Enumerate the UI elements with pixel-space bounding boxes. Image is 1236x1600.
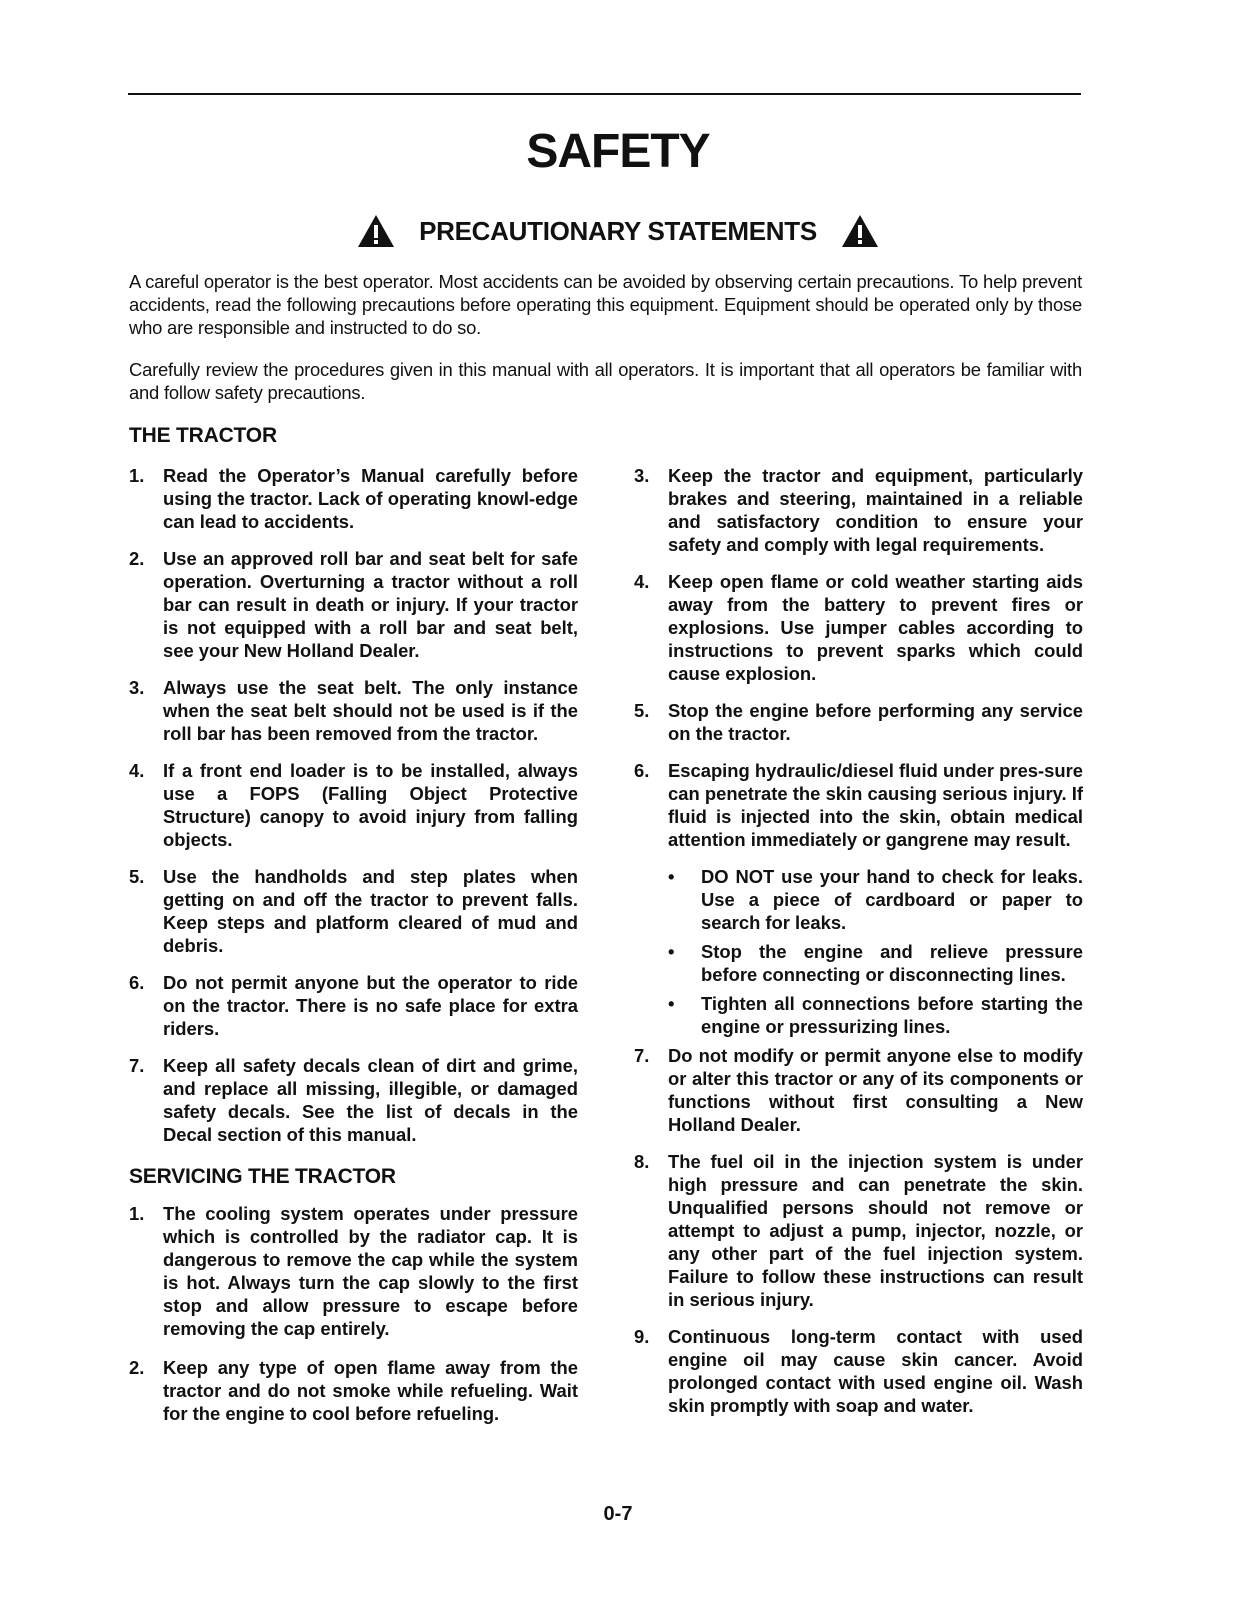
item-text: Keep any type of open flame away from the tractor and do not smoke while refueling. Wait for the engine to cool before refueling.: [163, 1357, 578, 1424]
item-number: 2.: [129, 1357, 145, 1378]
item-text: Use an approved roll bar and seat belt for safe operation. Overturning a tractor without a roll bar can result in death or injury. If your tractor is not equipped with a roll bar and seat belt, see your New Holland Dealer.: [163, 548, 578, 661]
intro-paragraph: A careful operator is the best operator. Most accidents can be avoided by observing certain precautions. To help prevent accidents, read the following precautions before operating this equipment. Equipment should be operated only by those who are responsible and instructed to do so.: [129, 271, 1082, 338]
list-item: [634, 1325, 1083, 1417]
item-number: 9.: [634, 1326, 650, 1347]
top-rule: [128, 93, 1081, 95]
item-text: If a front end loader is to be installed, always use a FOPS (Falling Object Protective Structure) canopy to avoid injury from falling objects.: [163, 760, 578, 850]
list-item: [129, 1202, 578, 1340]
item-text: Escaping hydraulic/diesel fluid under pres-sure can penetrate the skin causing serious injury. If fluid is injected into the skin, obtain medical attention immediately or gangrene may result.: [668, 760, 1083, 850]
item-number: 5.: [129, 866, 145, 887]
bullet-item: [668, 940, 1083, 986]
list-item: [129, 865, 578, 957]
bullet-item: [668, 992, 1083, 1038]
warning-triangle-icon: [357, 214, 395, 248]
item-number: 6.: [634, 760, 650, 781]
item-number: 8.: [634, 1151, 650, 1172]
list-item: [129, 464, 578, 533]
item-text: Use the handholds and step plates when getting on and off the tractor to prevent falls. Keep steps and platform cleared of mud and debris.: [163, 866, 578, 956]
bullet-dot: •: [668, 993, 675, 1014]
item-number: 1.: [129, 465, 145, 486]
page-number: 0-7: [603, 1503, 633, 1525]
intro-paragraph: Carefully review the procedures given in this manual with all operators. It is important that all operators be familiar with and follow safety precautions.: [129, 359, 1082, 403]
bullet-item: [668, 865, 1083, 934]
list-item: [129, 971, 578, 1040]
list-item: [634, 699, 1083, 745]
list-item: [129, 1054, 578, 1146]
bullet-text: DO NOT use your hand to check for leaks. Use a piece of cardboard or paper to search for leaks.: [701, 866, 1083, 933]
item-number: 3.: [129, 677, 145, 698]
item-text: The cooling system operates under pressure which is controlled by the radiator cap. It is dangerous to remove the cap while the system is hot. Always turn the cap slowly to the first stop and allow pressure to escape before removing the cap entirely.: [163, 1203, 578, 1339]
servicing-list-right: [634, 464, 1083, 1417]
list-item: [634, 1150, 1083, 1311]
warning-triangle-icon: [841, 214, 879, 248]
item-number: 5.: [634, 700, 650, 721]
item-text: Keep the tractor and equipment, particularly brakes and steering, maintained in a reliable and satisfactory condition to ensure your safety and comply with legal requirements.: [668, 465, 1083, 555]
subtitle-row: [0, 214, 1236, 248]
item-number: 4.: [129, 760, 145, 781]
list-item: [129, 1356, 578, 1425]
list-item: [129, 547, 578, 662]
item-number: 4.: [634, 571, 650, 592]
list-item: [129, 676, 578, 745]
section-heading-servicing: SERVICING THE TRACTOR: [129, 1165, 396, 1188]
list-item: [129, 759, 578, 851]
item-number: 1.: [129, 1203, 145, 1224]
bullet-dot: •: [668, 941, 675, 962]
item-text: Do not modify or permit anyone else to modify or alter this tractor or any of its components or functions without first consulting a New Holland Dealer.: [668, 1045, 1083, 1135]
list-item: [634, 570, 1083, 685]
item-text: Continuous long-term contact with used engine oil may cause skin cancer. Avoid prolonged contact with used engine oil. Wash skin promptly with soap and water.: [668, 1326, 1083, 1416]
tractor-list: [129, 464, 578, 1146]
item-number: 6.: [129, 972, 145, 993]
item-text: Do not permit anyone but the operator to ride on the tractor. There is no safe place for extra riders.: [163, 972, 578, 1039]
item-number: 7.: [129, 1055, 145, 1076]
list-item: [634, 759, 1083, 851]
list-item: [634, 1044, 1083, 1136]
item-text: Keep open flame or cold weather starting aids away from the battery to prevent fires or explosions. Use jumper cables according to instructions to prevent sparks which could cause explosion.: [668, 571, 1083, 684]
item-number: 3.: [634, 465, 650, 486]
item-number: 2.: [129, 548, 145, 569]
item-text: The fuel oil in the injection system is under high pressure and can penetrate the skin. Unqualified persons should not remove or attempt to adjust a pump, injector, nozzle, or any other part of the fuel injection system. Failure to follow these instructions can result in serious injury.: [668, 1151, 1083, 1310]
page-subtitle: PRECAUTIONARY STATEMENTS: [419, 215, 817, 246]
bullet-text: Stop the engine and relieve pressure before connecting or disconnecting lines.: [701, 941, 1083, 985]
servicing-list-left: [129, 1202, 578, 1425]
section-heading-tractor: THE TRACTOR: [129, 424, 277, 447]
item-number: 7.: [634, 1045, 650, 1066]
item-text: Keep all safety decals clean of dirt and grime, and replace all missing, illegible, or damaged safety decals. See the list of decals in the Decal section of this manual.: [163, 1055, 578, 1145]
item-text: Always use the seat belt. The only instance when the seat belt should not be used is if the roll bar has been removed from the tractor.: [163, 677, 578, 744]
list-item: [634, 464, 1083, 556]
page-title: SAFETY: [526, 125, 710, 178]
bullet-dot: •: [668, 866, 675, 887]
item-text: Read the Operator’s Manual carefully before using the tractor. Lack of operating knowl-edge can lead to accidents.: [163, 465, 578, 532]
bullet-text: Tighten all connections before starting the engine or pressurizing lines.: [701, 993, 1083, 1037]
item-text: Stop the engine before performing any service on the tractor.: [668, 700, 1083, 744]
